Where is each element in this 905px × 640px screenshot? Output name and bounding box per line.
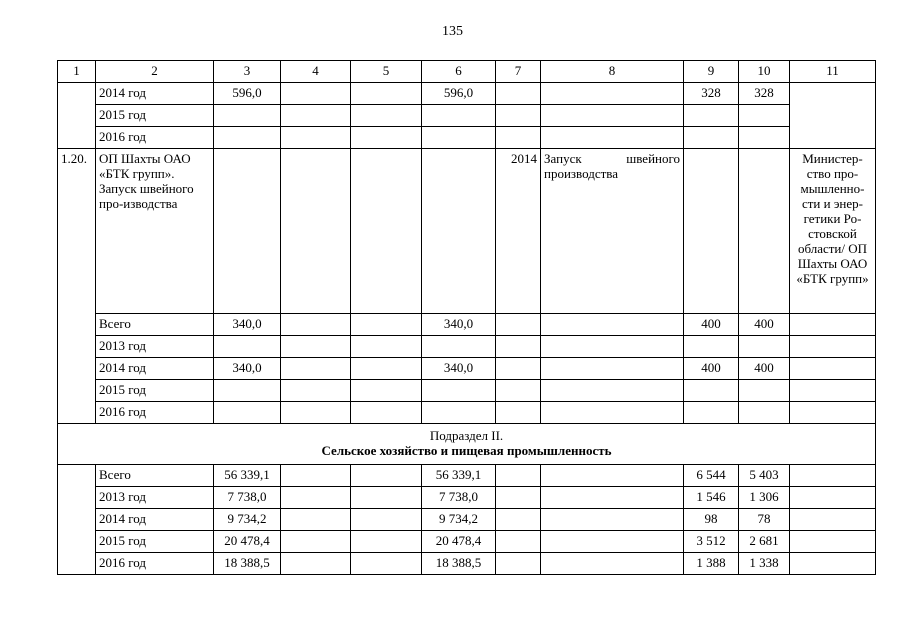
value-cell: 2 681: [739, 531, 790, 553]
table-row: [58, 83, 876, 105]
value-cell: 98: [684, 509, 739, 531]
value-cell: 340,0: [214, 358, 281, 380]
table-row: [58, 553, 876, 575]
value-cell: 340,0: [422, 314, 496, 336]
item-year: 2014: [496, 149, 541, 314]
value-cell: 3 512: [684, 531, 739, 553]
header-cell: 1: [58, 61, 96, 83]
item-executor: Министер-ство про-мышленно-сти и энер-гетики Ро-стовской области/ ОП Шахты ОАО «БТК групп»: [790, 149, 876, 314]
value-cell: 340,0: [214, 314, 281, 336]
header-cell: 5: [351, 61, 422, 83]
year-label: 2016 год: [96, 402, 214, 424]
year-label: 2013 год: [96, 336, 214, 358]
value-cell: 56 339,1: [214, 465, 281, 487]
table-row: [58, 509, 876, 531]
value-cell: 400: [739, 358, 790, 380]
year-label: Всего: [96, 314, 214, 336]
year-label: 2015 год: [96, 531, 214, 553]
header-cell: 4: [281, 61, 351, 83]
header-cell: 6: [422, 61, 496, 83]
header-cell: 2: [96, 61, 214, 83]
item-row: [58, 149, 876, 314]
value-cell: 20 478,4: [422, 531, 496, 553]
year-label: 2015 год: [96, 380, 214, 402]
header-cell: 7: [496, 61, 541, 83]
header-cell: 11: [790, 61, 876, 83]
value-cell: 7 738,0: [422, 487, 496, 509]
value-cell: 400: [739, 314, 790, 336]
header-cell: 9: [684, 61, 739, 83]
value-cell: 56 339,1: [422, 465, 496, 487]
value-cell: 328: [739, 83, 790, 105]
header-cell: 8: [541, 61, 684, 83]
value-cell: 18 388,5: [422, 553, 496, 575]
subsection-subtitle: Сельское хозяйство и пищевая промышленность: [321, 443, 612, 458]
value-cell: 328: [684, 83, 739, 105]
header-cell: 3: [214, 61, 281, 83]
table-row: [58, 465, 876, 487]
year-label: 2014 год: [96, 358, 214, 380]
year-label: 2014 год: [96, 509, 214, 531]
year-label: 2016 год: [96, 553, 214, 575]
header-cell: 10: [739, 61, 790, 83]
item-result: Запуск швейного производства: [541, 149, 684, 314]
item-number-cell: [58, 83, 96, 149]
value-cell: 400: [684, 314, 739, 336]
year-label: 2015 год: [96, 105, 214, 127]
value-cell: 1 306: [739, 487, 790, 509]
table-row: [58, 531, 876, 553]
subsection-row: [58, 424, 876, 465]
value-cell: 1 338: [739, 553, 790, 575]
value-cell: 340,0: [422, 358, 496, 380]
year-label: 2014 год: [96, 83, 214, 105]
value-cell: 6 544: [684, 465, 739, 487]
value-cell: 18 388,5: [214, 553, 281, 575]
value-cell: 5 403: [739, 465, 790, 487]
table-row: [58, 105, 876, 127]
value-cell: 9 734,2: [214, 509, 281, 531]
subsection-heading: [58, 424, 876, 465]
table-row: [58, 487, 876, 509]
table-row: [58, 380, 876, 402]
table-row: [58, 402, 876, 424]
header-row: [58, 61, 876, 83]
table-row: [58, 127, 876, 149]
value-cell: 400: [684, 358, 739, 380]
table-row: [58, 314, 876, 336]
value-cell: 78: [739, 509, 790, 531]
value-cell: 1 546: [684, 487, 739, 509]
year-label: Всего: [96, 465, 214, 487]
subsection-title: Подраздел II.: [429, 428, 504, 443]
year-label: 2013 год: [96, 487, 214, 509]
page-number: 135: [442, 24, 463, 39]
item-number: 1.20.: [58, 149, 96, 424]
table-row: [58, 358, 876, 380]
value-cell: 1 388: [684, 553, 739, 575]
value-cell: 596,0: [214, 83, 281, 105]
value-cell: 9 734,2: [422, 509, 496, 531]
value-cell: 20 478,4: [214, 531, 281, 553]
year-label: 2016 год: [96, 127, 214, 149]
table-row: [58, 336, 876, 358]
value-cell: 596,0: [422, 83, 496, 105]
item-number-cell: [58, 465, 96, 575]
program-table: [57, 60, 876, 575]
value-cell: 7 738,0: [214, 487, 281, 509]
item-name: ОП Шахты ОАО «БТК групп». Запуск швейного про-изводства: [96, 149, 214, 314]
